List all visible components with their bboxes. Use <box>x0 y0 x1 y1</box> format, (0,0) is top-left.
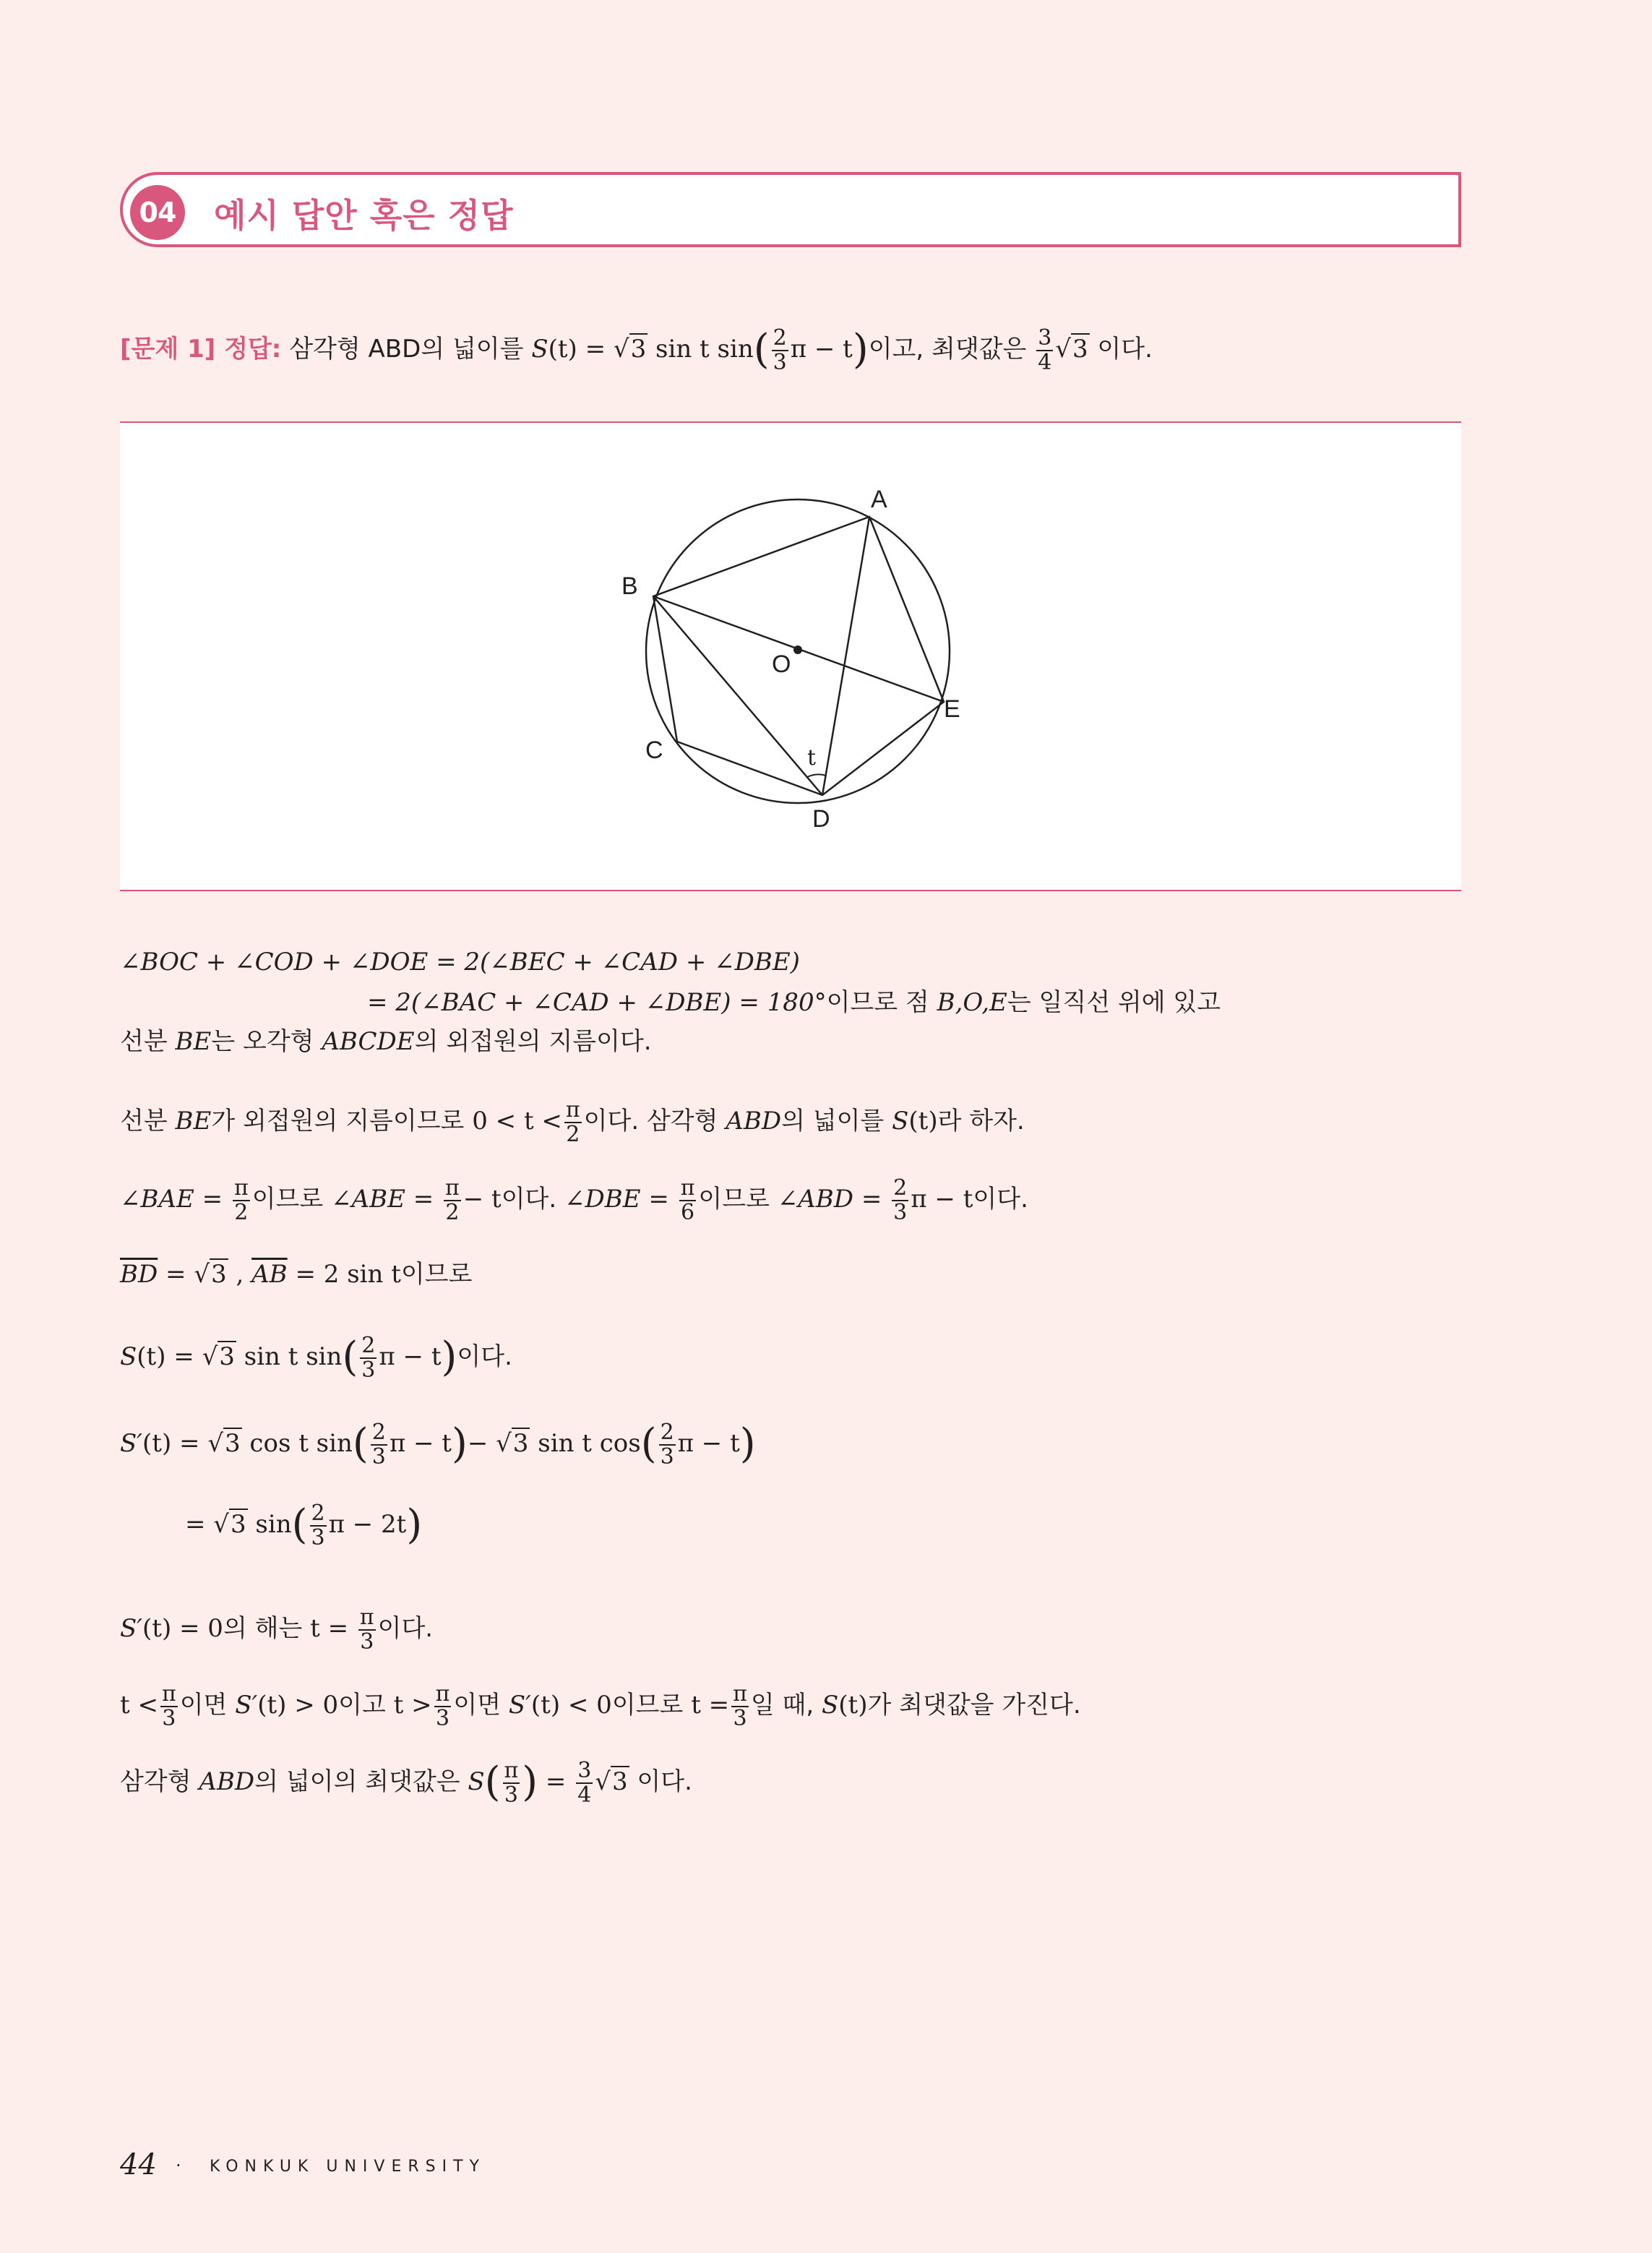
body-line-12: 삼각형 ABD의 넓이의 최댓값은 S( $\frac{\pi}{3}$ ) = $\frac{3}{4}$ √3 이다. <box>120 1758 692 1808</box>
body-line-9: = √3 sin( $\frac{2}{3}$ π − 2t) <box>185 1501 423 1550</box>
answer-line: [문제 1] 정답: 삼각형 ABD의 넓이를 S(t) = √3 sin t sin( $\frac{2}{3}$ π − t)이고, 최댓값은 $\frac{3}{4}$ √3 이다. <box>120 325 1153 375</box>
body-line-6: $\overline{BD} = √3$ , $\overline{AB} = 2$ sin t이므로 <box>120 1260 473 1289</box>
geometry-figure <box>120 421 1461 891</box>
label-t: t <box>807 745 817 771</box>
body-line-4: 선분 BE가 외접원의 지름이므로 0 < t < $\frac{\pi}{2}$ 이다. 삼각형 ABD의 넓이를 S(t)라 하자. <box>120 1097 1025 1147</box>
angle-t-arc <box>807 774 826 777</box>
body-line-10: S′(t) = 0의 해는 t = $\frac{\pi}{3}$ 이다. <box>120 1605 434 1655</box>
footer-separator: · <box>176 2155 181 2176</box>
diagonal-ad <box>822 517 869 795</box>
center-point-o <box>793 645 802 654</box>
label-o: O <box>772 651 791 678</box>
page-number: 44 <box>120 2148 157 2181</box>
body-line-8: S′(t) = √3 cos t sin( $\frac{2}{3}$ π − t)− √3 sin t cos( $\frac{2}{3}$ π − t) <box>120 1420 756 1469</box>
label-d: D <box>812 805 830 833</box>
answer-text-1: 삼각형 ABD의 넓이를 <box>289 335 524 364</box>
label-b: B <box>621 572 638 600</box>
body-line-3: 선분 BE는 오각형 ABCDE의 외접원의 지름이다. <box>120 1027 652 1056</box>
body-line-5: ∠BAE = $\frac{\pi}{2}$ 이므로 ∠ABE = $\frac{\pi}{2}$ − t이다. ∠DBE = $\frac{\pi}{6}$ 이므로 ∠ABD = $\frac{2}{3}$ π − t이다. <box>120 1175 1028 1225</box>
label-e: E <box>944 695 960 723</box>
footer-university: KONKUK UNIVERSITY <box>210 2158 486 2176</box>
pentagon-circle-diagram <box>120 423 1458 890</box>
answer-label: [문제 1] 정답: <box>120 335 282 364</box>
label-c: C <box>645 737 663 764</box>
answer-text-2: 이고, 최댓값은 <box>868 335 1027 364</box>
answer-text-3: 이다. <box>1097 335 1153 364</box>
section-number-badge: 04 <box>130 185 185 240</box>
body-line-7: S(t) = √3 sin t sin( $\frac{2}{3}$ π − t)이다. <box>120 1333 512 1383</box>
section-title: 예시 답안 혹은 정답 <box>214 196 514 235</box>
body-line-11: t < $\frac{\pi}{3}$ 이면 S′(t) > 0이고 t > $\frac{\pi}{3}$ 이면 S′(t) < 0이므로 t = $\frac{\pi}{3}$ 일 때, S(t)가 최댓값을 가진다. <box>120 1681 1081 1731</box>
label-a: A <box>871 486 887 513</box>
pentagon-abcde <box>653 517 944 795</box>
body-line-2: = 2(∠BAC + ∠CAD + ∠DBE) = 180°이므로 점 B,O,E는 일직선 위에 있고 <box>367 988 1221 1017</box>
body-line-1: ∠BOC + ∠COD + ∠DOE = 2(∠BEC + ∠CAD + ∠DBE) <box>120 948 800 977</box>
